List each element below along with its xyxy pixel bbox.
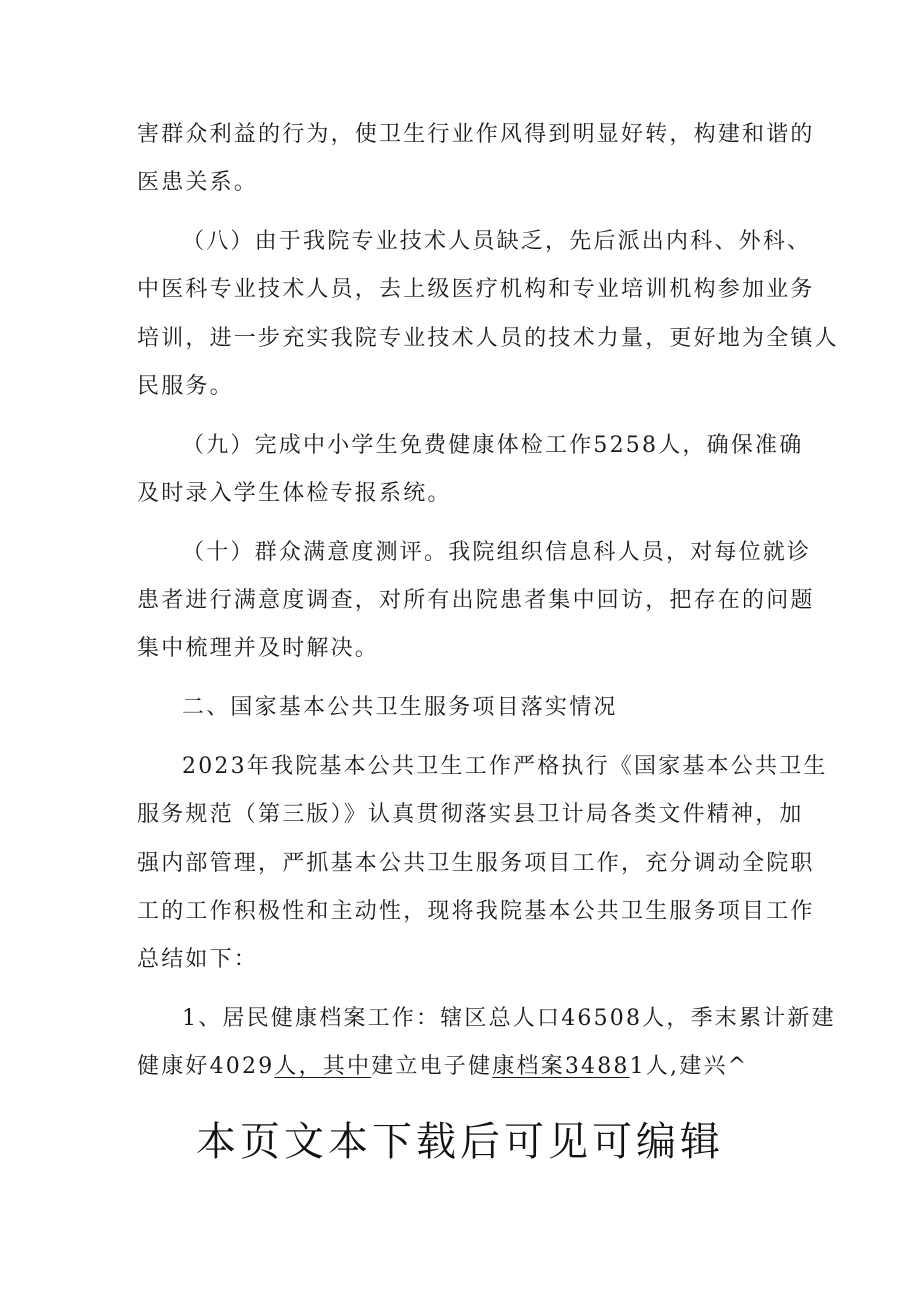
paragraph-line: 中医科专业技术人员，去上级医疗机构和专业培训机构参加业务 <box>137 277 815 302</box>
paragraph-line: 害群众利益的行为，使卫生行业作风得到明显好转，构建和谐的 <box>137 122 815 147</box>
paragraph-line: 服务规范（第三版）》认真贯彻落实县卫计局各类文件精神，加 <box>137 802 804 827</box>
line-segment: 健康好4029 <box>137 1054 275 1079</box>
paragraph-line: 及时录入学生体检专报系统。 <box>137 481 452 506</box>
paragraph-line: 总结如下： <box>137 947 259 972</box>
paragraph-line: 强内部管理，严抓基本公共卫生服务项目工作，充分调动全院职 <box>137 851 815 876</box>
paragraph-line: 患者进行满意度调查，对所有出院患者集中回访，把存在的问题 <box>137 588 815 613</box>
section-heading: 二、国家基本公共卫生服务项目落实情况 <box>182 695 618 720</box>
line-segment: 建立电子健 <box>371 1054 493 1079</box>
paragraph-line: 1、居民健康档案工作：辖区总人口46508人，季末累计新建 <box>182 1006 836 1031</box>
paragraph-line: （九）完成中小学生免费健康体检工作5258人，确保准确 <box>182 433 804 458</box>
paragraph-line: （十）群众满意度测评。我院组织信息科人员，对每位就诊 <box>182 540 812 565</box>
line-segment: 1人,建兴^ <box>629 1054 749 1079</box>
paragraph-line: 集中梳理并及时解决。 <box>137 636 380 661</box>
paragraph-line: 2023年我院基本公共卫生工作严格执行《国家基本公共卫生 <box>182 754 828 779</box>
paragraph-line: 医患关系。 <box>137 170 259 195</box>
download-notice: 本页文本下载后可见可编辑 <box>196 1119 724 1165</box>
paragraph-line: （八）由于我院专业技术人员缺乏，先后派出内科、外科、 <box>182 229 812 254</box>
underlined-segment: 人，其中 <box>274 1054 372 1079</box>
paragraph-line-last <box>0 1047 920 1087</box>
paragraph-line: 培训，进一步充实我院专业技术人员的技术力量，更好地为全镇人 <box>137 326 839 351</box>
paragraph-line: 民服务。 <box>137 374 234 399</box>
underlined-segment: 康档案3488 <box>492 1054 630 1079</box>
paragraph-line: 工的工作积极性和主动性，现将我院基本公共卫生服务项目工作 <box>137 899 815 924</box>
